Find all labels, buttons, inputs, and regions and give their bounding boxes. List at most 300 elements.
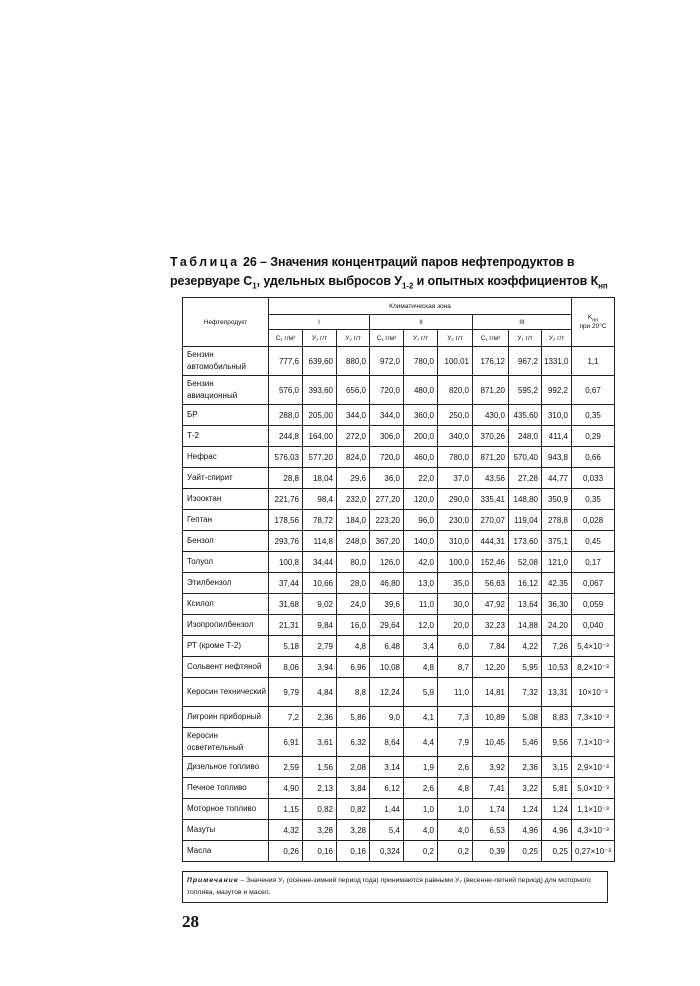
- value-cell: 0,26: [269, 841, 303, 862]
- value-cell: 140,0: [404, 531, 438, 552]
- k-cell: 0,040: [572, 615, 615, 636]
- value-cell: 7,41: [473, 778, 509, 799]
- value-cell: 0,82: [303, 799, 337, 820]
- value-cell: 18,04: [303, 468, 337, 489]
- header-subcol: C₁ г/м³: [473, 330, 509, 347]
- product-name: Бензин авиационный: [183, 376, 269, 405]
- table-row: [183, 707, 615, 728]
- value-cell: 0,324: [370, 841, 404, 862]
- value-cell: 230,0: [438, 510, 473, 531]
- product-name: РТ (кроме Т-2): [183, 636, 269, 657]
- k-cell: 0,028: [572, 510, 615, 531]
- value-cell: 480,0: [404, 376, 438, 405]
- page-number: 28: [182, 912, 199, 931]
- product-name: Печное топливо: [183, 778, 269, 799]
- value-cell: 4,96: [509, 820, 542, 841]
- product-name: Изооктан: [183, 489, 269, 510]
- k-cell: 4,3×10⁻³: [572, 820, 615, 841]
- note-label: Примечание: [187, 877, 239, 884]
- value-cell: 12,0: [404, 615, 438, 636]
- value-cell: 3,61: [303, 728, 337, 757]
- value-cell: 639,60: [303, 347, 337, 376]
- value-cell: 35,0: [438, 573, 473, 594]
- value-cell: 7,9: [438, 728, 473, 757]
- value-cell: 4,32: [269, 820, 303, 841]
- header-zone: I: [269, 315, 370, 330]
- value-cell: 5,46: [509, 728, 542, 757]
- product-name: Т-2: [183, 426, 269, 447]
- value-cell: 8,64: [370, 728, 404, 757]
- header-subcol: У₁ г/т: [303, 330, 337, 347]
- value-cell: 460,0: [404, 447, 438, 468]
- product-name: Гептан: [183, 510, 269, 531]
- value-cell: 992,2: [542, 376, 572, 405]
- value-cell: 1,74: [473, 799, 509, 820]
- table-row: [183, 573, 615, 594]
- value-cell: 278,8: [542, 510, 572, 531]
- header-k-note: при 20°C: [579, 323, 607, 331]
- table-row: [183, 405, 615, 426]
- k-cell: 1,1×10⁻³: [572, 799, 615, 820]
- value-cell: 2,6: [438, 757, 473, 778]
- k-cell: 0,29: [572, 426, 615, 447]
- value-cell: 12,20: [473, 657, 509, 678]
- value-cell: 576,0: [269, 376, 303, 405]
- value-cell: 335,41: [473, 489, 509, 510]
- k-cell: 0,35: [572, 405, 615, 426]
- value-cell: 270,07: [473, 510, 509, 531]
- value-cell: 5,86: [337, 707, 370, 728]
- value-cell: 9,0: [370, 707, 404, 728]
- header-k: [572, 298, 615, 347]
- value-cell: 8,83: [542, 707, 572, 728]
- product-name: БР: [183, 405, 269, 426]
- k-cell: 0,27×10⁻³: [572, 841, 615, 862]
- table-row: [183, 489, 615, 510]
- value-cell: 4,0: [438, 820, 473, 841]
- caption-mid: , удельных выбросов У: [256, 274, 402, 288]
- k-cell: 7,3×10⁻³: [572, 707, 615, 728]
- value-cell: 780,0: [404, 347, 438, 376]
- value-cell: 7,84: [473, 636, 509, 657]
- value-cell: 200,0: [404, 426, 438, 447]
- value-cell: 0,82: [337, 799, 370, 820]
- value-cell: 244,8: [269, 426, 303, 447]
- value-cell: 288,0: [269, 405, 303, 426]
- value-cell: 205,00: [303, 405, 337, 426]
- data-table: [182, 297, 615, 862]
- k-cell: 0,35: [572, 489, 615, 510]
- value-cell: 0,2: [438, 841, 473, 862]
- value-cell: 52,08: [509, 552, 542, 573]
- value-cell: 22,0: [404, 468, 438, 489]
- value-cell: 42,35: [542, 573, 572, 594]
- value-cell: 344,0: [370, 405, 404, 426]
- value-cell: 576,03: [269, 447, 303, 468]
- value-cell: 148,80: [509, 489, 542, 510]
- value-cell: 3,14: [370, 757, 404, 778]
- value-cell: 4,8: [438, 778, 473, 799]
- value-cell: 152,46: [473, 552, 509, 573]
- value-cell: 37,0: [438, 468, 473, 489]
- value-cell: 0,16: [337, 841, 370, 862]
- value-cell: 1,56: [303, 757, 337, 778]
- value-cell: 570,40: [509, 447, 542, 468]
- value-cell: 360,0: [404, 405, 438, 426]
- table-row: [183, 510, 615, 531]
- value-cell: 14,81: [473, 678, 509, 707]
- k-cell: 7,1×10⁻³: [572, 728, 615, 757]
- product-name: Мазуты: [183, 820, 269, 841]
- product-name: Толуол: [183, 552, 269, 573]
- value-cell: 367,20: [370, 531, 404, 552]
- value-cell: 14,88: [509, 615, 542, 636]
- value-cell: 6,0: [438, 636, 473, 657]
- value-cell: 32,23: [473, 615, 509, 636]
- value-cell: 7,3: [438, 707, 473, 728]
- value-cell: 221,76: [269, 489, 303, 510]
- value-cell: 16,12: [509, 573, 542, 594]
- k-cell: 10×10⁻³: [572, 678, 615, 707]
- caption-lead: Таблица: [170, 255, 240, 269]
- value-cell: 30,0: [438, 594, 473, 615]
- value-cell: 1,0: [404, 799, 438, 820]
- product-name: Керосин осветительный: [183, 728, 269, 757]
- value-cell: 7,26: [542, 636, 572, 657]
- value-cell: 656,0: [337, 376, 370, 405]
- value-cell: 4,90: [269, 778, 303, 799]
- value-cell: 21,31: [269, 615, 303, 636]
- value-cell: 1,9: [404, 757, 438, 778]
- product-name: Лигроин приборный: [183, 707, 269, 728]
- value-cell: 720,0: [370, 447, 404, 468]
- value-cell: 100,8: [269, 552, 303, 573]
- product-name: Моторное топливо: [183, 799, 269, 820]
- value-cell: 11,0: [404, 594, 438, 615]
- value-cell: 8,7: [438, 657, 473, 678]
- value-cell: 13,31: [542, 678, 572, 707]
- value-cell: 6,91: [269, 728, 303, 757]
- caption-sub-3: нп: [598, 281, 608, 291]
- header-zone: III: [473, 315, 572, 330]
- value-cell: 10,45: [473, 728, 509, 757]
- value-cell: 3,92: [473, 757, 509, 778]
- value-cell: 6,32: [337, 728, 370, 757]
- value-cell: 9,56: [542, 728, 572, 757]
- k-cell: 8,2×10⁻³: [572, 657, 615, 678]
- value-cell: 29,6: [337, 468, 370, 489]
- value-cell: 5,9: [404, 678, 438, 707]
- value-cell: 178,56: [269, 510, 303, 531]
- value-cell: 2,36: [303, 707, 337, 728]
- product-name: Бензол: [183, 531, 269, 552]
- value-cell: 306,0: [370, 426, 404, 447]
- table-row: [183, 757, 615, 778]
- value-cell: 31,68: [269, 594, 303, 615]
- value-cell: 290,0: [438, 489, 473, 510]
- value-cell: 350,9: [542, 489, 572, 510]
- table-row: [183, 636, 615, 657]
- value-cell: 3,94: [303, 657, 337, 678]
- table-row: [183, 552, 615, 573]
- header-k-label: K: [587, 313, 593, 321]
- k-cell: 0,067: [572, 573, 615, 594]
- value-cell: 100,01: [438, 347, 473, 376]
- table-row: [183, 778, 615, 799]
- value-cell: 36,30: [542, 594, 572, 615]
- value-cell: 10,66: [303, 573, 337, 594]
- value-cell: 28,0: [337, 573, 370, 594]
- product-name: Дизельное топливо: [183, 757, 269, 778]
- value-cell: 47,92: [473, 594, 509, 615]
- product-name: Изопропилбензол: [183, 615, 269, 636]
- value-cell: 43,56: [473, 468, 509, 489]
- value-cell: 164,00: [303, 426, 337, 447]
- value-cell: 1331,0: [542, 347, 572, 376]
- value-cell: 595,2: [509, 376, 542, 405]
- value-cell: 310,0: [438, 531, 473, 552]
- value-cell: 0,39: [473, 841, 509, 862]
- k-cell: 5,4×10⁻³: [572, 636, 615, 657]
- caption-sub-2: 1-2: [401, 281, 414, 291]
- value-cell: 2,08: [337, 757, 370, 778]
- table-row: [183, 376, 615, 405]
- value-cell: 10,08: [370, 657, 404, 678]
- value-cell: 80,0: [337, 552, 370, 573]
- value-cell: 3,22: [509, 778, 542, 799]
- value-cell: 5,95: [509, 657, 542, 678]
- value-cell: 36,0: [370, 468, 404, 489]
- value-cell: 577,20: [303, 447, 337, 468]
- value-cell: 1,44: [370, 799, 404, 820]
- value-cell: 943,8: [542, 447, 572, 468]
- header-subcol: У₁ г/т: [509, 330, 542, 347]
- value-cell: 3,4: [404, 636, 438, 657]
- value-cell: 6,53: [473, 820, 509, 841]
- header-k-sub: нп: [592, 317, 599, 324]
- value-cell: 1,15: [269, 799, 303, 820]
- table-row: [183, 657, 615, 678]
- value-cell: 13,64: [509, 594, 542, 615]
- product-name: Уайт-спирит: [183, 468, 269, 489]
- caption-text: 26 – Значения концентраций паров нефтепродуктов в резервуаре С: [170, 255, 575, 288]
- value-cell: 5,08: [509, 707, 542, 728]
- value-cell: 4,4: [404, 728, 438, 757]
- value-cell: 4,8: [337, 636, 370, 657]
- value-cell: 967,2: [509, 347, 542, 376]
- k-cell: 0,059: [572, 594, 615, 615]
- product-name: Сольвент нефтяной: [183, 657, 269, 678]
- product-name: Нефрас: [183, 447, 269, 468]
- note-text: – Значения У₁ (осенне-зимний период года) принимаются равными У₂ (весенне-летний период) для моторного топлива, мазутов и масел.: [187, 877, 591, 896]
- value-cell: 430,0: [473, 405, 509, 426]
- value-cell: 223,20: [370, 510, 404, 531]
- value-cell: 4,96: [542, 820, 572, 841]
- value-cell: 6,48: [370, 636, 404, 657]
- k-cell: 0,033: [572, 468, 615, 489]
- value-cell: 444,31: [473, 531, 509, 552]
- value-cell: 972,0: [370, 347, 404, 376]
- value-cell: 277,20: [370, 489, 404, 510]
- value-cell: 375,1: [542, 531, 572, 552]
- value-cell: 9,84: [303, 615, 337, 636]
- value-cell: 37,44: [269, 573, 303, 594]
- header-zone: II: [370, 315, 473, 330]
- header-product: Нефтепродукт: [183, 298, 269, 347]
- table-caption: [170, 253, 620, 296]
- value-cell: 4,1: [404, 707, 438, 728]
- table-row: [183, 799, 615, 820]
- value-cell: 126,0: [370, 552, 404, 573]
- table-row: [183, 347, 615, 376]
- value-cell: 119,04: [509, 510, 542, 531]
- table-row: [183, 594, 615, 615]
- value-cell: 4,84: [303, 678, 337, 707]
- value-cell: 340,0: [438, 426, 473, 447]
- value-cell: 176,12: [473, 347, 509, 376]
- value-cell: 3,28: [337, 820, 370, 841]
- caption-end: и опытных коэффициентов К: [413, 274, 599, 288]
- value-cell: 8,06: [269, 657, 303, 678]
- value-cell: 232,0: [337, 489, 370, 510]
- table-row: [183, 615, 615, 636]
- table-row: [183, 820, 615, 841]
- value-cell: 3,28: [303, 820, 337, 841]
- value-cell: 98,4: [303, 489, 337, 510]
- value-cell: 720,0: [370, 376, 404, 405]
- product-name: Масла: [183, 841, 269, 862]
- value-cell: 4,8: [404, 657, 438, 678]
- value-cell: 880,0: [337, 347, 370, 376]
- value-cell: 3,15: [542, 757, 572, 778]
- value-cell: 2,36: [509, 757, 542, 778]
- table-row: [183, 447, 615, 468]
- k-cell: 0,67: [572, 376, 615, 405]
- value-cell: 1,24: [509, 799, 542, 820]
- value-cell: 2,6: [404, 778, 438, 799]
- value-cell: 56,63: [473, 573, 509, 594]
- value-cell: 4,22: [509, 636, 542, 657]
- k-cell: 0,66: [572, 447, 615, 468]
- value-cell: 871,20: [473, 447, 509, 468]
- header-subcol: У₂ г/т: [438, 330, 473, 347]
- value-cell: 248,0: [337, 531, 370, 552]
- k-cell: 2,9×10⁻³: [572, 757, 615, 778]
- value-cell: 0,25: [509, 841, 542, 862]
- value-cell: 10,53: [542, 657, 572, 678]
- value-cell: 2,59: [269, 757, 303, 778]
- table-row: [183, 531, 615, 552]
- product-name: Этилбензол: [183, 573, 269, 594]
- value-cell: 39,6: [370, 594, 404, 615]
- value-cell: 2,13: [303, 778, 337, 799]
- value-cell: 10,89: [473, 707, 509, 728]
- value-cell: 96,0: [404, 510, 438, 531]
- value-cell: 20,0: [438, 615, 473, 636]
- value-cell: 24,20: [542, 615, 572, 636]
- value-cell: 44,77: [542, 468, 572, 489]
- value-cell: 120,0: [404, 489, 438, 510]
- product-name: Бензин автомобильный: [183, 347, 269, 376]
- value-cell: 435,60: [509, 405, 542, 426]
- value-cell: 871,20: [473, 376, 509, 405]
- value-cell: 9,02: [303, 594, 337, 615]
- value-cell: 5,81: [542, 778, 572, 799]
- value-cell: 411,4: [542, 426, 572, 447]
- value-cell: 24,0: [337, 594, 370, 615]
- header-subcol: C₁ г/м³: [370, 330, 404, 347]
- value-cell: 370,26: [473, 426, 509, 447]
- value-cell: 78,72: [303, 510, 337, 531]
- k-cell: 5,0×10⁻³: [572, 778, 615, 799]
- value-cell: 46,80: [370, 573, 404, 594]
- k-cell: 1,1: [572, 347, 615, 376]
- value-cell: 9,79: [269, 678, 303, 707]
- value-cell: 4,0: [404, 820, 438, 841]
- value-cell: 272,0: [337, 426, 370, 447]
- product-name: Ксилол: [183, 594, 269, 615]
- table-note: [182, 871, 608, 903]
- value-cell: 7,32: [509, 678, 542, 707]
- value-cell: 28,8: [269, 468, 303, 489]
- header-subcol: C₁ г/м³: [269, 330, 303, 347]
- value-cell: 310,0: [542, 405, 572, 426]
- value-cell: 2,79: [303, 636, 337, 657]
- value-cell: 1,0: [438, 799, 473, 820]
- value-cell: 6,96: [337, 657, 370, 678]
- value-cell: 173,60: [509, 531, 542, 552]
- header-subcol: У₁ г/т: [404, 330, 438, 347]
- header-climate-zone: Климатическая зона: [269, 298, 572, 315]
- table-row: [183, 468, 615, 489]
- value-cell: 100,0: [438, 552, 473, 573]
- value-cell: 0,25: [542, 841, 572, 862]
- table-row: [183, 728, 615, 757]
- value-cell: 344,0: [337, 405, 370, 426]
- k-cell: 0,17: [572, 552, 615, 573]
- value-cell: 248,0: [509, 426, 542, 447]
- value-cell: 5,18: [269, 636, 303, 657]
- value-cell: 29,64: [370, 615, 404, 636]
- header-subcol: У₂ г/т: [337, 330, 370, 347]
- value-cell: 0,2: [404, 841, 438, 862]
- value-cell: 824,0: [337, 447, 370, 468]
- value-cell: 780,0: [438, 447, 473, 468]
- value-cell: 7,2: [269, 707, 303, 728]
- table-row: [183, 841, 615, 862]
- value-cell: 293,76: [269, 531, 303, 552]
- value-cell: 250,0: [438, 405, 473, 426]
- value-cell: 12,24: [370, 678, 404, 707]
- value-cell: 114,8: [303, 531, 337, 552]
- value-cell: 121,0: [542, 552, 572, 573]
- value-cell: 42,0: [404, 552, 438, 573]
- k-cell: 0,45: [572, 531, 615, 552]
- value-cell: 777,6: [269, 347, 303, 376]
- value-cell: 184,0: [337, 510, 370, 531]
- value-cell: 820,0: [438, 376, 473, 405]
- value-cell: 8,8: [337, 678, 370, 707]
- product-name: Керосин технический: [183, 678, 269, 707]
- value-cell: 393,60: [303, 376, 337, 405]
- value-cell: 16,0: [337, 615, 370, 636]
- table-row: [183, 678, 615, 707]
- value-cell: 6,12: [370, 778, 404, 799]
- value-cell: 11,0: [438, 678, 473, 707]
- value-cell: 13,0: [404, 573, 438, 594]
- table-row: [183, 426, 615, 447]
- value-cell: 3,84: [337, 778, 370, 799]
